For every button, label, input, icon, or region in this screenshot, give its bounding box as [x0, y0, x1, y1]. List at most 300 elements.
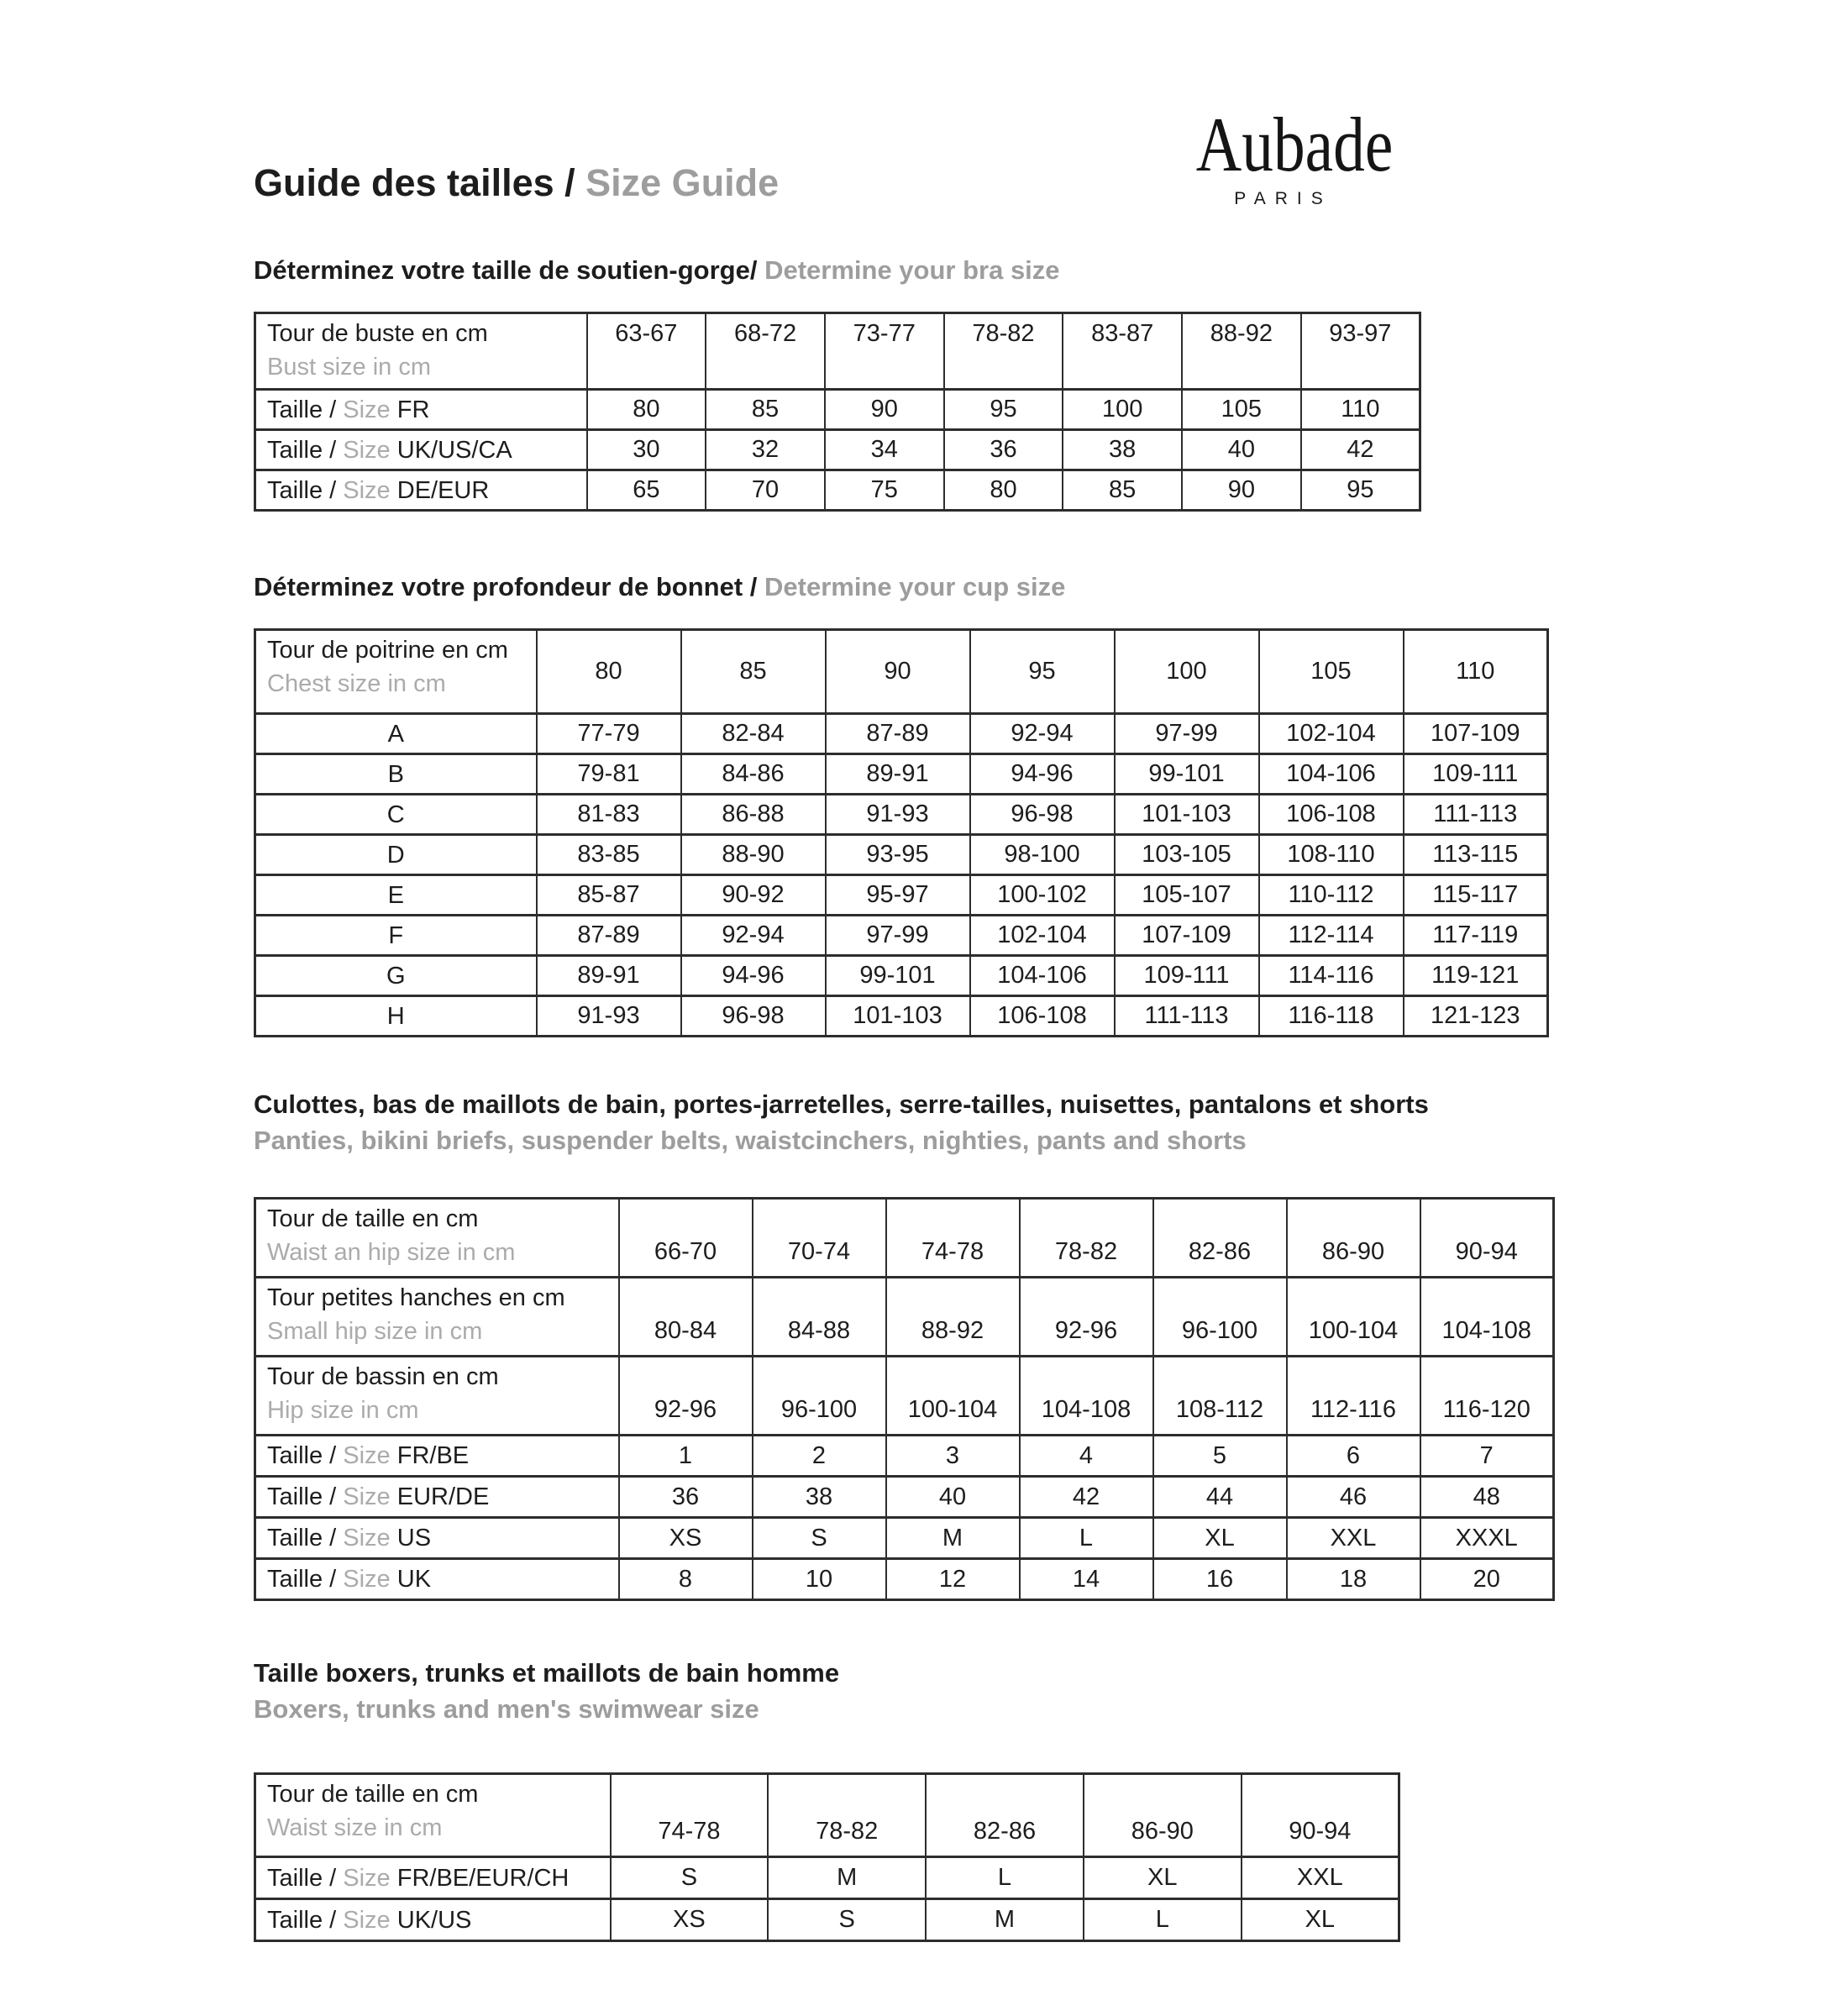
- value-cell: 98-100: [970, 835, 1115, 875]
- value-cell: 104-106: [970, 956, 1115, 996]
- value-cell: XXL: [1287, 1518, 1420, 1559]
- table-row: [255, 1357, 1554, 1436]
- row-label-cell: [255, 754, 537, 795]
- row-label-cell: [255, 313, 587, 390]
- row-label-line: [256, 919, 536, 953]
- text-en: Waist size in cm: [267, 1814, 443, 1841]
- value-cell: 80: [944, 470, 1063, 511]
- value-cell: 82-86: [1153, 1199, 1287, 1278]
- value-cell: XL: [1084, 1857, 1242, 1899]
- value-cell: 12: [886, 1559, 1020, 1600]
- value-cell: 105: [1259, 630, 1404, 714]
- section-heading-men-swimwear: [254, 1655, 1598, 1727]
- value-cell: 6: [1287, 1436, 1420, 1477]
- table-row: [255, 630, 1548, 714]
- row-label-line: [267, 1202, 618, 1236]
- table-row: [255, 835, 1548, 875]
- text-fr: Tour de poitrine en cm: [267, 637, 508, 664]
- value-cell: 83-87: [1063, 313, 1182, 390]
- row-label-cell: [255, 1199, 619, 1278]
- value-cell: 85: [706, 390, 825, 430]
- value-cell: 96-100: [1153, 1278, 1287, 1357]
- value-cell: 77-79: [537, 714, 681, 754]
- table-body: [255, 1199, 1554, 1600]
- text-fr: Tour de taille en cm: [267, 1205, 479, 1232]
- page-title-fr: Guide des tailles /: [254, 161, 586, 204]
- text-fr: Déterminez votre profondeur de bonnet /: [254, 572, 764, 601]
- text-fr: FR: [390, 396, 430, 423]
- row-label-line: [256, 758, 536, 791]
- value-cell: XL: [1242, 1899, 1399, 1941]
- size-table-panties-bottoms: [254, 1197, 1555, 1601]
- section-heading-cup-size: [254, 569, 1598, 605]
- section-panties-bottoms: [254, 1086, 1598, 1601]
- row-label-cell: [255, 1774, 611, 1857]
- text-fr: F: [388, 921, 404, 949]
- value-cell: 78-82: [1020, 1199, 1153, 1278]
- value-cell: S: [611, 1857, 769, 1899]
- value-cell: 38: [753, 1477, 886, 1518]
- value-cell: 99-101: [1115, 754, 1259, 795]
- text-en: Determine your cup size: [764, 572, 1066, 601]
- value-cell: 80: [587, 390, 706, 430]
- value-cell: S: [768, 1899, 926, 1941]
- value-cell: 38: [1063, 430, 1182, 470]
- value-cell: 115-117: [1404, 875, 1548, 916]
- value-cell: 109-111: [1404, 754, 1548, 795]
- value-cell: 94-96: [681, 956, 826, 996]
- text-en: Size: [343, 1906, 391, 1934]
- row-label-line: [267, 1236, 618, 1269]
- text-en: Size: [343, 396, 391, 423]
- value-cell: 68-72: [706, 313, 825, 390]
- value-cell: 90: [826, 630, 970, 714]
- value-cell: 97-99: [1115, 714, 1259, 754]
- row-label-cell: [255, 1357, 619, 1436]
- value-cell: 100-104: [886, 1357, 1020, 1436]
- row-label-line: [267, 350, 586, 384]
- text-fr: Taille /: [267, 1483, 344, 1510]
- row-label-line: [256, 838, 536, 872]
- value-cell: 80: [537, 630, 681, 714]
- text-fr: UK/US/CA: [390, 436, 512, 464]
- text-fr: C: [386, 801, 405, 828]
- value-cell: 100-102: [970, 875, 1115, 916]
- value-cell: 65: [587, 470, 706, 511]
- row-label-cell: [255, 1436, 619, 1477]
- text-en: Hip size in cm: [267, 1397, 419, 1424]
- text-fr: A: [387, 720, 404, 748]
- text-en: Size: [343, 1442, 391, 1469]
- table-row: [255, 1857, 1399, 1899]
- value-cell: 97-99: [826, 916, 970, 956]
- value-cell: 108-112: [1153, 1357, 1287, 1436]
- row-label-cell: [255, 714, 537, 754]
- row-label-line: [267, 393, 586, 427]
- value-cell: 104-108: [1420, 1278, 1554, 1357]
- table-row: [255, 1477, 1554, 1518]
- value-cell: 106-108: [1259, 795, 1404, 835]
- value-cell: 89-91: [537, 956, 681, 996]
- value-cell: 91-93: [826, 795, 970, 835]
- value-cell: 113-115: [1404, 835, 1548, 875]
- sections-container: [254, 252, 1598, 1942]
- table-body: [255, 313, 1420, 511]
- section-cup-size: [254, 569, 1598, 1037]
- value-cell: 34: [825, 430, 944, 470]
- table-row: [255, 916, 1548, 956]
- value-cell: XS: [611, 1899, 769, 1941]
- value-cell: 105: [1182, 390, 1301, 430]
- text-fr: UK/US: [390, 1906, 472, 1934]
- row-label-line: [267, 474, 586, 507]
- row-label-cell: [255, 430, 587, 470]
- value-cell: 73-77: [825, 313, 944, 390]
- value-cell: 109-111: [1115, 956, 1259, 996]
- value-cell: 95: [944, 390, 1063, 430]
- section-bra-size: [254, 252, 1598, 512]
- value-cell: L: [1020, 1518, 1153, 1559]
- value-cell: XXXL: [1420, 1518, 1554, 1559]
- value-cell: 102-104: [970, 916, 1115, 956]
- value-cell: M: [886, 1518, 1020, 1559]
- value-cell: XXL: [1242, 1857, 1399, 1899]
- row-label-cell: [255, 1559, 619, 1600]
- brand-logo-text: Aubade: [1195, 102, 1394, 187]
- value-cell: 112-116: [1287, 1357, 1420, 1436]
- table-row: [255, 1518, 1554, 1559]
- value-cell: 82-84: [681, 714, 826, 754]
- value-cell: 85: [1063, 470, 1182, 511]
- row-label-cell: [255, 1278, 619, 1357]
- value-cell: 88-90: [681, 835, 826, 875]
- value-cell: 116-120: [1420, 1357, 1554, 1436]
- text-fr: H: [386, 1002, 405, 1030]
- value-cell: 110: [1404, 630, 1548, 714]
- value-cell: 107-109: [1404, 714, 1548, 754]
- text-en: Size: [343, 476, 391, 504]
- text-fr: DE/EUR: [390, 476, 490, 504]
- value-cell: 89-91: [826, 754, 970, 795]
- value-cell: 88-92: [886, 1278, 1020, 1357]
- value-cell: S: [753, 1518, 886, 1559]
- row-label-line: [267, 1439, 618, 1473]
- value-cell: 70-74: [753, 1199, 886, 1278]
- row-label-cell: [255, 875, 537, 916]
- value-cell: 104-106: [1259, 754, 1404, 795]
- value-cell: 111-113: [1404, 795, 1548, 835]
- row-label-cell: [255, 996, 537, 1037]
- text-fr: US: [390, 1525, 432, 1551]
- value-cell: 87-89: [826, 714, 970, 754]
- value-cell: 87-89: [537, 916, 681, 956]
- text-en: Determine your bra size: [764, 255, 1060, 285]
- value-cell: 32: [706, 430, 825, 470]
- table-body: [255, 1774, 1399, 1941]
- value-cell: 84-88: [753, 1278, 886, 1357]
- text-en: Size: [343, 1566, 391, 1593]
- value-cell: 88-92: [1182, 313, 1301, 390]
- value-cell: 48: [1420, 1477, 1554, 1518]
- row-label-line: [267, 1360, 618, 1394]
- row-label-line: [267, 317, 586, 350]
- value-cell: 40: [1182, 430, 1301, 470]
- size-table-bra-size: [254, 312, 1421, 512]
- row-label-line: [267, 1315, 618, 1348]
- value-cell: 16: [1153, 1559, 1287, 1600]
- value-cell: 119-121: [1404, 956, 1548, 996]
- value-cell: 85-87: [537, 875, 681, 916]
- value-cell: 84-86: [681, 754, 826, 795]
- value-cell: 117-119: [1404, 916, 1548, 956]
- value-cell: 74-78: [611, 1774, 769, 1857]
- value-cell: 100: [1115, 630, 1259, 714]
- row-label-cell: [255, 916, 537, 956]
- row-label-cell: [255, 1477, 619, 1518]
- text-fr: Taille /: [267, 1566, 344, 1593]
- row-label-line: [256, 717, 536, 751]
- row-label-cell: [255, 795, 537, 835]
- value-cell: 95-97: [826, 875, 970, 916]
- heading-line: [254, 252, 1598, 288]
- row-label-line: [256, 879, 536, 912]
- text-fr: B: [387, 760, 404, 788]
- value-cell: 100: [1063, 390, 1182, 430]
- value-cell: M: [768, 1857, 926, 1899]
- value-cell: 96-100: [753, 1357, 886, 1436]
- value-cell: 95: [970, 630, 1115, 714]
- row-label-line: [267, 1903, 610, 1937]
- value-cell: 121-123: [1404, 996, 1548, 1037]
- heading-line: [254, 569, 1598, 605]
- row-label-line: [267, 433, 586, 467]
- value-cell: L: [926, 1857, 1084, 1899]
- value-cell: 107-109: [1115, 916, 1259, 956]
- text-fr: Taille /: [267, 1906, 344, 1934]
- row-label-cell: [255, 390, 587, 430]
- value-cell: 92-96: [1020, 1278, 1153, 1357]
- text-fr: Tour de taille en cm: [267, 1781, 479, 1808]
- text-en: Chest size in cm: [267, 670, 446, 697]
- table-row: [255, 956, 1548, 996]
- value-cell: 96-98: [970, 795, 1115, 835]
- row-label-line: [267, 1777, 610, 1811]
- table-row: [255, 714, 1548, 754]
- value-cell: 116-118: [1259, 996, 1404, 1037]
- value-cell: 75: [825, 470, 944, 511]
- value-cell: 86-90: [1084, 1774, 1242, 1857]
- value-cell: 92-94: [681, 916, 826, 956]
- table-row: [255, 1199, 1554, 1278]
- value-cell: 101-103: [826, 996, 970, 1037]
- value-cell: 86-88: [681, 795, 826, 835]
- value-cell: 78-82: [768, 1774, 926, 1857]
- value-cell: 100-104: [1287, 1278, 1420, 1357]
- value-cell: 63-67: [587, 313, 706, 390]
- value-cell: 110-112: [1259, 875, 1404, 916]
- value-cell: 93-97: [1301, 313, 1420, 390]
- text-fr: Taille /: [267, 396, 344, 423]
- table-row: [255, 313, 1420, 390]
- text-fr: UK: [390, 1566, 432, 1593]
- value-cell: 4: [1020, 1436, 1153, 1477]
- value-cell: 5: [1153, 1436, 1287, 1477]
- table-row: [255, 1899, 1399, 1941]
- value-cell: 82-86: [926, 1774, 1084, 1857]
- value-cell: 90-94: [1242, 1774, 1399, 1857]
- row-label-line: [267, 1811, 610, 1845]
- value-cell: 30: [587, 430, 706, 470]
- row-label-line: [267, 1861, 610, 1895]
- text-fr: G: [386, 962, 406, 990]
- value-cell: 78-82: [944, 313, 1063, 390]
- value-cell: 81-83: [537, 795, 681, 835]
- value-cell: 80-84: [619, 1278, 753, 1357]
- size-table-cup-size: [254, 628, 1549, 1037]
- value-cell: 96-98: [681, 996, 826, 1037]
- value-cell: XL: [1153, 1518, 1287, 1559]
- row-label-cell: [255, 1518, 619, 1559]
- table-row: [255, 470, 1420, 511]
- page-title-en: Size Guide: [585, 161, 780, 204]
- table-row: [255, 795, 1548, 835]
- heading-line: [254, 1691, 1598, 1727]
- row-label-line: [256, 798, 536, 832]
- value-cell: 3: [886, 1436, 1020, 1477]
- value-cell: 74-78: [886, 1199, 1020, 1278]
- text-fr: FR/BE: [390, 1442, 470, 1469]
- value-cell: 44: [1153, 1477, 1287, 1518]
- text-fr: Tour de bassin en cm: [267, 1363, 499, 1390]
- value-cell: 104-108: [1020, 1357, 1153, 1436]
- row-label-line: [267, 1521, 618, 1555]
- text-en: Small hip size in cm: [267, 1318, 483, 1345]
- text-fr: E: [387, 881, 404, 909]
- value-cell: 42: [1020, 1477, 1153, 1518]
- row-label-cell: [255, 956, 537, 996]
- text-en: Panties, bikini briefs, suspender belts, waistcinchers, nighties, pants and shorts: [254, 1126, 1247, 1155]
- value-cell: 18: [1287, 1559, 1420, 1600]
- row-label-line: [267, 1281, 618, 1315]
- text-fr: Taille boxers, trunks et maillots de bain homme: [254, 1658, 840, 1688]
- text-fr: D: [386, 841, 405, 869]
- value-cell: 90-94: [1420, 1199, 1554, 1278]
- value-cell: 1: [619, 1436, 753, 1477]
- value-cell: 90: [1182, 470, 1301, 511]
- value-cell: 101-103: [1115, 795, 1259, 835]
- text-fr: Taille /: [267, 1442, 344, 1469]
- value-cell: 40: [886, 1477, 1020, 1518]
- row-label-line: [267, 1480, 618, 1514]
- value-cell: 94-96: [970, 754, 1115, 795]
- value-cell: 108-110: [1259, 835, 1404, 875]
- row-label-cell: [255, 835, 537, 875]
- value-cell: 20: [1420, 1559, 1554, 1600]
- heading-line: [254, 1086, 1598, 1122]
- value-cell: 14: [1020, 1559, 1153, 1600]
- table-row: [255, 1278, 1554, 1357]
- value-cell: XS: [619, 1518, 753, 1559]
- text-fr: Tour petites hanches en cm: [267, 1284, 565, 1311]
- table-row: [255, 875, 1548, 916]
- row-label-line: [267, 633, 536, 667]
- value-cell: 36: [944, 430, 1063, 470]
- value-cell: 110: [1301, 390, 1420, 430]
- text-en: Size: [343, 436, 391, 464]
- table-row: [255, 390, 1420, 430]
- text-fr: Taille /: [267, 476, 344, 504]
- value-cell: 36: [619, 1477, 753, 1518]
- value-cell: 103-105: [1115, 835, 1259, 875]
- value-cell: 79-81: [537, 754, 681, 795]
- text-fr: FR/BE/EUR/CH: [390, 1864, 570, 1892]
- table-row: [255, 1436, 1554, 1477]
- value-cell: 92-94: [970, 714, 1115, 754]
- row-label-cell: [255, 1857, 611, 1899]
- text-fr: Culottes, bas de maillots de bain, portes-jarretelles, serre-tailles, nuisettes, pantalons et shorts: [254, 1089, 1429, 1119]
- value-cell: M: [926, 1899, 1084, 1941]
- row-label-cell: [255, 470, 587, 511]
- section-heading-panties-bottoms: [254, 1086, 1598, 1158]
- value-cell: 46: [1287, 1477, 1420, 1518]
- row-label-cell: [255, 630, 537, 714]
- value-cell: 83-85: [537, 835, 681, 875]
- value-cell: 92-96: [619, 1357, 753, 1436]
- value-cell: 8: [619, 1559, 753, 1600]
- brand-logo-city: PARIS: [1234, 189, 1332, 208]
- row-label-line: [267, 1394, 618, 1427]
- row-label-line: [267, 667, 536, 701]
- text-en: Size: [343, 1525, 391, 1551]
- text-fr: Déterminez votre taille de soutien-gorge/: [254, 255, 765, 285]
- value-cell: 111-113: [1115, 996, 1259, 1037]
- table-row: [255, 1559, 1554, 1600]
- table-row: [255, 1774, 1399, 1857]
- text-en: Waist an hip size in cm: [267, 1239, 516, 1266]
- value-cell: 7: [1420, 1436, 1554, 1477]
- heading-line: [254, 1655, 1598, 1691]
- heading-line: [254, 1122, 1598, 1158]
- value-cell: 112-114: [1259, 916, 1404, 956]
- value-cell: 10: [753, 1559, 886, 1600]
- table-body: [255, 630, 1548, 1037]
- size-table-men-swimwear: [254, 1772, 1400, 1942]
- table-row: [255, 754, 1548, 795]
- row-label-line: [256, 959, 536, 993]
- row-label-line: [267, 1562, 618, 1596]
- text-fr: Taille /: [267, 1525, 344, 1551]
- value-cell: 70: [706, 470, 825, 511]
- table-row: [255, 430, 1420, 470]
- section-men-swimwear: [254, 1655, 1598, 1942]
- value-cell: 90: [825, 390, 944, 430]
- value-cell: 42: [1301, 430, 1420, 470]
- value-cell: 66-70: [619, 1199, 753, 1278]
- value-cell: 106-108: [970, 996, 1115, 1037]
- text-en: Size: [343, 1864, 391, 1892]
- value-cell: 86-90: [1287, 1199, 1420, 1278]
- value-cell: 95: [1301, 470, 1420, 511]
- section-heading-bra-size: [254, 252, 1598, 288]
- value-cell: 99-101: [826, 956, 970, 996]
- brand-logo: [1174, 102, 1394, 209]
- text-en: Bust size in cm: [267, 354, 431, 381]
- text-fr: Taille /: [267, 1864, 344, 1892]
- value-cell: 102-104: [1259, 714, 1404, 754]
- row-label-line: [256, 1000, 536, 1033]
- text-en: Size: [343, 1483, 391, 1510]
- row-label-cell: [255, 1899, 611, 1941]
